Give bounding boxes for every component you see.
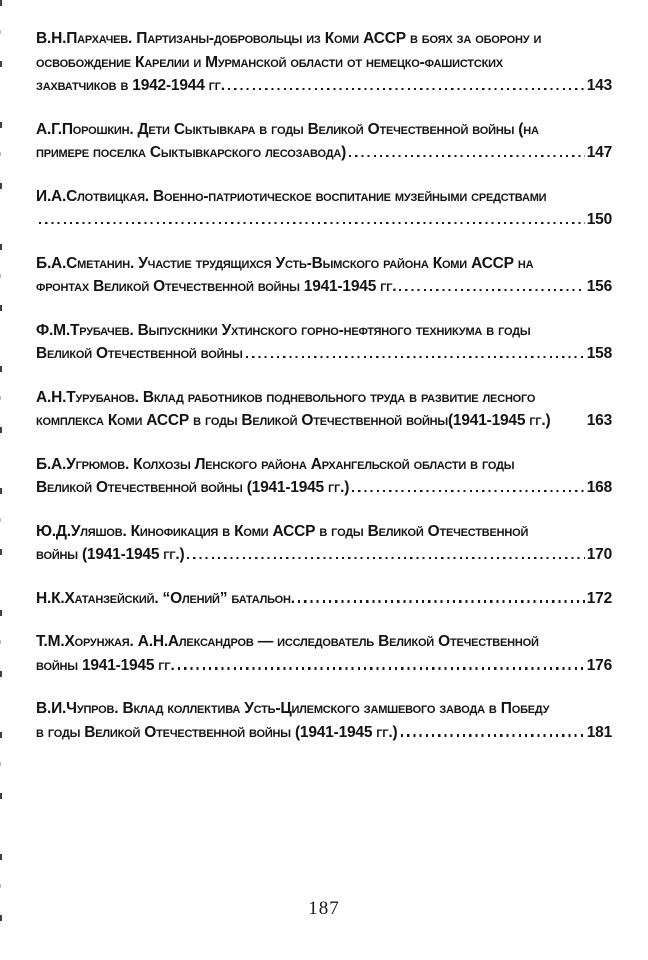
dot-leader: [246, 356, 585, 358]
toc-entry: [36, 185, 612, 232]
toc-entry: [36, 587, 612, 611]
toc-entry-page-number: 172: [586, 589, 612, 607]
toc-entry-text: захватчиков в 1942-1944 гг.: [36, 77, 225, 94]
toc-entry-last-line: [36, 587, 612, 611]
toc-entry: [36, 453, 612, 500]
dot-leader: [554, 423, 585, 425]
toc-entry-text: Великой Отечественной войны: [36, 345, 243, 362]
toc-entry-line: А.Г.Порошкин. Дети Сыктывкара в годы Великой Отечественной войны (на: [36, 120, 539, 138]
toc-entry-page-number: 163: [586, 412, 612, 429]
dot-leader: [178, 667, 585, 669]
toc-entry-line: Ю.Д.Уляшов. Кинофикация в Коми АССР в годы Великой Отечественной: [36, 522, 529, 540]
toc-entry-page-number: 176: [586, 656, 612, 674]
toc-entry-line: В.И.Чупров. Вклад коллектива Усть-Цилемского замшевого завода в Победу: [36, 700, 550, 717]
toc-entry-line: Т.М.Хорунжая. А.Н.Александров — исследователь Великой Отечественной: [36, 633, 539, 650]
toc-content: [36, 27, 612, 764]
toc-entry-text: комплекса Коми АССР в годы Великой Отечественной войны(1941-1945 гг.): [36, 412, 551, 429]
page-number: 187: [308, 898, 340, 919]
toc-entry-line: Б.А.Угрюмов. Колхозы Ленского района Архангельской области в годы: [36, 455, 515, 473]
toc-entry-text: примере поселка Сыктывкарского лесозавода): [36, 144, 347, 161]
toc-entry-line: Ф.М.Трубачев. Выпускники Ухтинского горно-нефтяного техникума в годы: [36, 321, 531, 339]
dot-leader: [349, 155, 585, 157]
toc-entry-page-number: 147: [586, 144, 612, 161]
toc-entry: [36, 118, 612, 165]
toc-entry: [36, 27, 612, 98]
toc-entry-page-number: 156: [586, 278, 612, 295]
toc-entry: [36, 319, 612, 366]
toc-entry-last-line: [36, 342, 612, 366]
toc-entry: [36, 252, 612, 299]
toc-list: [36, 27, 612, 744]
dot-leader: [228, 88, 585, 90]
dot-leader: [401, 734, 585, 736]
dot-leader: [298, 600, 585, 602]
toc-entry-text: войны 1941-1945 гг.: [36, 656, 175, 674]
dot-leader: [352, 490, 585, 492]
toc-entry-last-line: [36, 476, 612, 500]
toc-entry: [36, 697, 612, 744]
toc-entry-last-line: [36, 721, 612, 745]
scan-edge-artifact: [0, 0, 3, 960]
toc-entry-text: войны (1941-1945 гг.): [36, 546, 185, 563]
toc-entry: [36, 386, 612, 433]
toc-entry: [36, 520, 612, 567]
toc-entry-line: В.Н.Пархачев. Партизаны-добровольцы из Коми АССР в боях за оборону и: [36, 30, 542, 47]
toc-entry-line: И.А.Слотвицкая. Военно-патриотическое воспитание музейными средствами: [36, 187, 547, 205]
toc-entry-last-line: [36, 409, 612, 433]
toc-entry-text: в годы Великой Отечественной войны (1941-1945 гг.): [36, 723, 398, 741]
toc-entry-last-line: [36, 141, 612, 165]
dot-leader: [399, 289, 584, 291]
toc-entry-page-number: 181: [586, 723, 612, 741]
toc-entry-last-line: [36, 208, 612, 232]
dot-leader: [39, 222, 585, 224]
toc-entry-text: фронтах Великой Отечественной войны 1941-1945 гг.: [36, 278, 397, 295]
toc-entry-last-line: [36, 74, 612, 98]
toc-entry-page-number: 150: [586, 211, 612, 228]
toc-entry-text: Великой Отечественной войны (1941-1945 гг.): [36, 479, 350, 496]
toc-entry-page-number: 168: [586, 479, 612, 496]
toc-entry-last-line: [36, 654, 612, 678]
toc-entry-text: Н.К.Хатанзейский. “Олений” батальон.: [36, 589, 295, 607]
toc-entry-line: А.Н.Турубанов. Вклад работников подневольного труда в развитие лесного: [36, 388, 536, 406]
toc-entry-line: освобождение Карелии и Мурманской области от немецко-фашистских: [36, 53, 503, 71]
toc-entry-page-number: 170: [586, 546, 612, 563]
toc-entry-last-line: [36, 275, 612, 299]
toc-entry-last-line: [36, 543, 612, 567]
dot-leader: [187, 557, 584, 559]
toc-entry-page-number: 143: [586, 77, 612, 94]
toc-entry-page-number: 158: [586, 345, 612, 362]
toc-entry-line: Б.А.Сметанин. Участие трудящихся Усть-Вымского района Коми АССР на: [36, 254, 534, 272]
toc-entry: [36, 630, 612, 677]
